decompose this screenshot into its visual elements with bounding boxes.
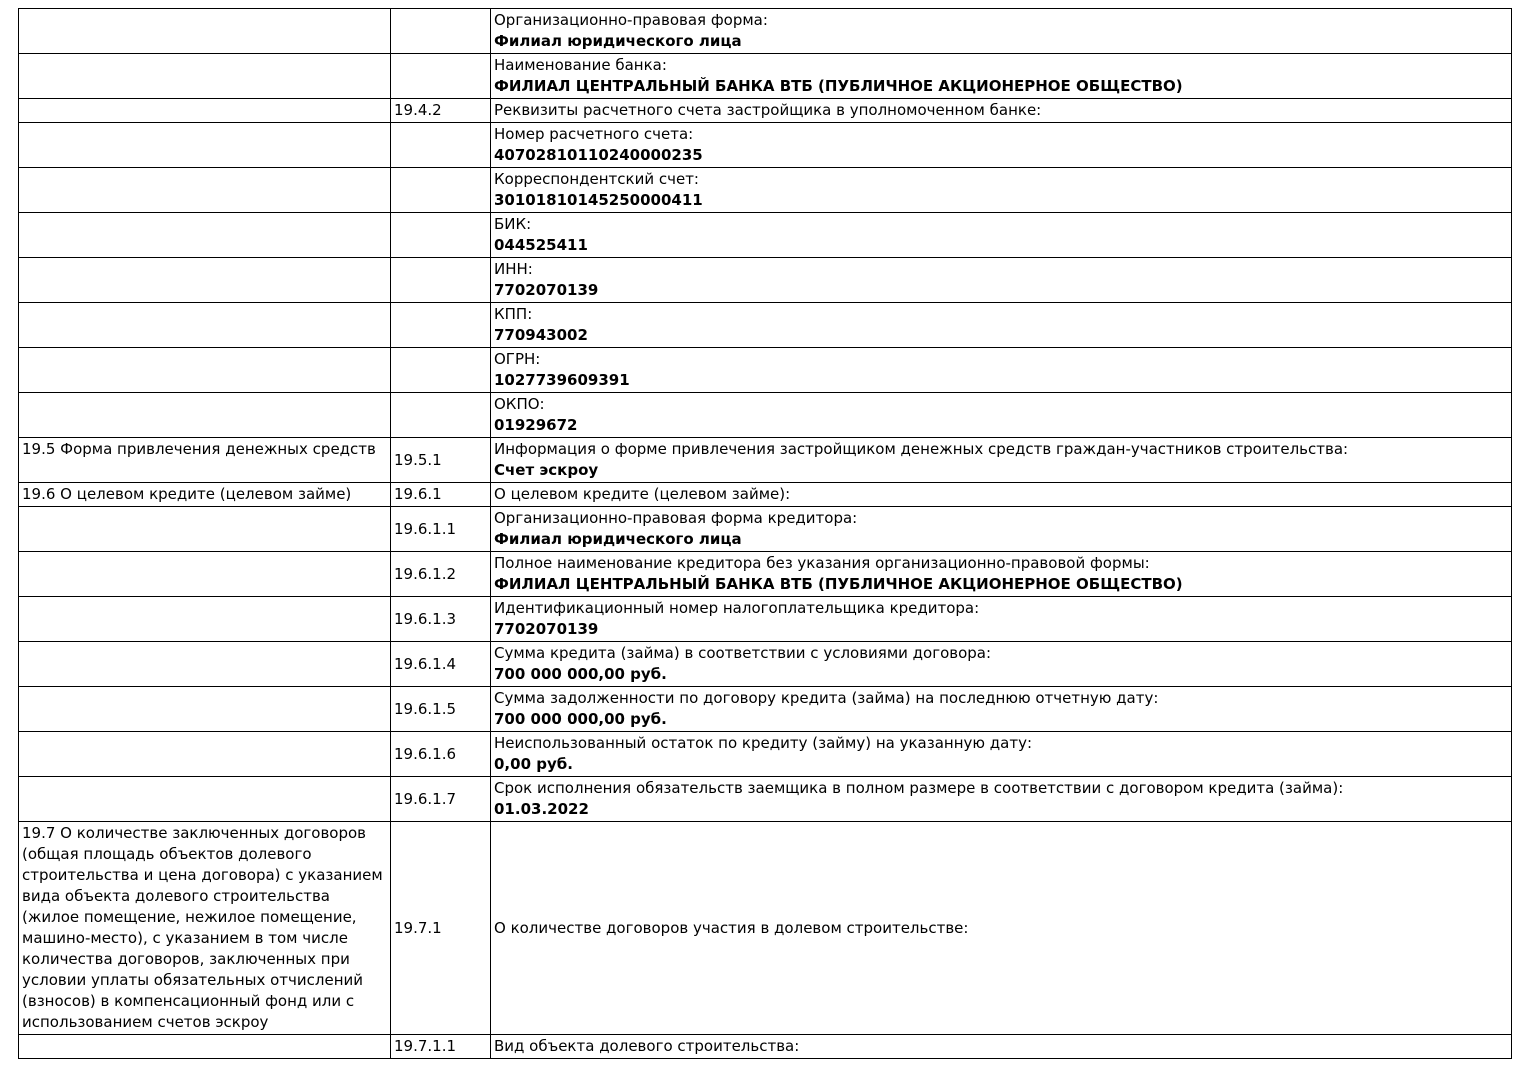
item-number-cell <box>391 123 491 168</box>
field-value: ФИЛИАЛ ЦЕНТРАЛЬНЫЙ БАНКА ВТБ (ПУБЛИЧНОЕ АКЦИОНЕРНОЕ ОБЩЕСТВО) <box>494 575 1183 593</box>
section-cell <box>19 123 391 168</box>
content-cell <box>491 258 1512 303</box>
section-cell: 19.5 Форма привлечения денежных средств <box>19 438 391 483</box>
field-value: 01929672 <box>494 416 578 434</box>
item-number-cell: 19.6.1.7 <box>391 777 491 822</box>
field-value: Филиал юридического лица <box>494 530 742 548</box>
item-number-cell: 19.7.1 <box>391 822 491 1035</box>
item-number-cell: 19.4.2 <box>391 99 491 123</box>
table-row <box>19 123 1512 168</box>
content-cell <box>491 822 1512 1035</box>
content-cell <box>491 393 1512 438</box>
content-cell <box>491 9 1512 54</box>
item-number-cell <box>391 393 491 438</box>
field-label: ОГРН: <box>494 350 541 368</box>
section-cell <box>19 1035 391 1059</box>
table-row <box>19 54 1512 99</box>
section-cell <box>19 213 391 258</box>
table-row <box>19 213 1512 258</box>
item-number-cell <box>391 213 491 258</box>
section-cell <box>19 99 391 123</box>
content-cell <box>491 483 1512 507</box>
item-number-cell <box>391 258 491 303</box>
field-label: Корреспондентский счет: <box>494 170 699 188</box>
item-number-cell: 19.6.1.2 <box>391 552 491 597</box>
table-row <box>19 732 1512 777</box>
item-number-cell <box>391 9 491 54</box>
content-cell <box>491 438 1512 483</box>
field-value: Филиал юридического лица <box>494 32 742 50</box>
item-number-cell: 19.7.1.1 <box>391 1035 491 1059</box>
section-cell: 19.6 О целевом кредите (целевом займе) <box>19 483 391 507</box>
field-label: Информация о форме привлечения застройщиком денежных средств граждан-участников строительства: <box>494 440 1349 458</box>
field-label: КПП: <box>494 305 533 323</box>
field-label: Номер расчетного счета: <box>494 125 694 143</box>
section-cell <box>19 777 391 822</box>
content-cell <box>491 597 1512 642</box>
content-cell <box>491 348 1512 393</box>
section-cell: 19.7 О количестве заключенных договоров (общая площадь объектов долевого строительства и цена договора) с указанием вида объекта долевого строительства (жилое помещение, нежилое помещение, машино-место), с указанием в том числе количества договоров, заключенных при условии уплаты обязательных отчислений (взносов) в компенсационный фонд или с использованием счетов эскроу <box>19 822 391 1035</box>
table-row <box>19 348 1512 393</box>
declaration-table-body <box>19 9 1512 1059</box>
field-label: ИНН: <box>494 260 533 278</box>
table-row <box>19 483 1512 507</box>
field-value: 7702070139 <box>494 620 599 638</box>
field-value: 01.03.2022 <box>494 800 589 818</box>
field-label: Организационно-правовая форма кредитора: <box>494 509 858 527</box>
section-cell <box>19 552 391 597</box>
field-value: 30101810145250000411 <box>494 191 703 209</box>
field-label: Вид объекта долевого строительства: <box>494 1037 800 1055</box>
section-cell <box>19 393 391 438</box>
field-label: ОКПО: <box>494 395 545 413</box>
section-cell <box>19 642 391 687</box>
item-number-cell <box>391 168 491 213</box>
field-label: О количестве договоров участия в долевом строительстве: <box>494 918 969 937</box>
field-label: Организационно-правовая форма: <box>494 11 768 29</box>
item-number-cell <box>391 54 491 99</box>
field-label: Реквизиты расчетного счета застройщика в уполномоченном банке: <box>494 101 1042 119</box>
field-value: 40702810110240000235 <box>494 146 703 164</box>
field-label: БИК: <box>494 215 532 233</box>
field-value: 044525411 <box>494 236 588 254</box>
item-number-cell: 19.6.1.4 <box>391 642 491 687</box>
table-row <box>19 507 1512 552</box>
field-label: Идентификационный номер налогоплательщика кредитора: <box>494 599 980 617</box>
section-cell <box>19 348 391 393</box>
field-label: Сумма кредита (займа) в соответствии с условиями договора: <box>494 644 992 662</box>
item-number-cell: 19.6.1.3 <box>391 597 491 642</box>
field-value: 700 000 000,00 руб. <box>494 665 667 683</box>
table-row <box>19 822 1512 1035</box>
content-cell <box>491 732 1512 777</box>
content-cell <box>491 642 1512 687</box>
table-row <box>19 777 1512 822</box>
field-value: 770943002 <box>494 326 588 344</box>
section-cell <box>19 258 391 303</box>
field-label: Сумма задолженности по договору кредита (займа) на последнюю отчетную дату: <box>494 689 1159 707</box>
item-number-cell: 19.6.1.5 <box>391 687 491 732</box>
field-value: 1027739609391 <box>494 371 630 389</box>
field-label: Срок исполнения обязательств заемщика в полном размере в соответствии с договором кредита (займа): <box>494 779 1344 797</box>
content-cell <box>491 552 1512 597</box>
table-row <box>19 258 1512 303</box>
table-row <box>19 393 1512 438</box>
item-number-cell: 19.6.1.1 <box>391 507 491 552</box>
section-cell <box>19 507 391 552</box>
field-value: 700 000 000,00 руб. <box>494 710 667 728</box>
item-number-cell: 19.6.1.6 <box>391 732 491 777</box>
field-label: О целевом кредите (целевом займе): <box>494 485 791 503</box>
content-cell <box>491 54 1512 99</box>
section-cell <box>19 597 391 642</box>
content-cell <box>491 99 1512 123</box>
table-row <box>19 99 1512 123</box>
table-row <box>19 1035 1512 1059</box>
section-cell <box>19 687 391 732</box>
field-label: Наименование банка: <box>494 56 667 74</box>
table-row <box>19 168 1512 213</box>
field-label: Полное наименование кредитора без указания организационно-правовой формы: <box>494 554 1150 572</box>
table-row <box>19 9 1512 54</box>
content-cell <box>491 777 1512 822</box>
table-row <box>19 552 1512 597</box>
section-cell <box>19 54 391 99</box>
content-cell <box>491 303 1512 348</box>
section-cell <box>19 9 391 54</box>
section-cell <box>19 732 391 777</box>
item-number-cell: 19.6.1 <box>391 483 491 507</box>
content-cell <box>491 213 1512 258</box>
section-cell <box>19 168 391 213</box>
item-number-cell <box>391 303 491 348</box>
section-cell <box>19 303 391 348</box>
field-value: 0,00 руб. <box>494 755 573 773</box>
content-cell <box>491 687 1512 732</box>
item-number-cell: 19.5.1 <box>391 438 491 483</box>
content-cell <box>491 1035 1512 1059</box>
content-cell <box>491 168 1512 213</box>
content-cell <box>491 123 1512 168</box>
table-row <box>19 687 1512 732</box>
content-cell <box>491 507 1512 552</box>
table-row <box>19 438 1512 483</box>
field-value: ФИЛИАЛ ЦЕНТРАЛЬНЫЙ БАНКА ВТБ (ПУБЛИЧНОЕ АКЦИОНЕРНОЕ ОБЩЕСТВО) <box>494 77 1183 95</box>
table-row <box>19 303 1512 348</box>
table-row <box>19 597 1512 642</box>
field-value: Счет эскроу <box>494 461 599 479</box>
table-row <box>19 642 1512 687</box>
field-value: 7702070139 <box>494 281 599 299</box>
declaration-table <box>18 8 1512 1059</box>
item-number-cell <box>391 348 491 393</box>
field-label: Неиспользованный остаток по кредиту (займу) на указанную дату: <box>494 734 1033 752</box>
